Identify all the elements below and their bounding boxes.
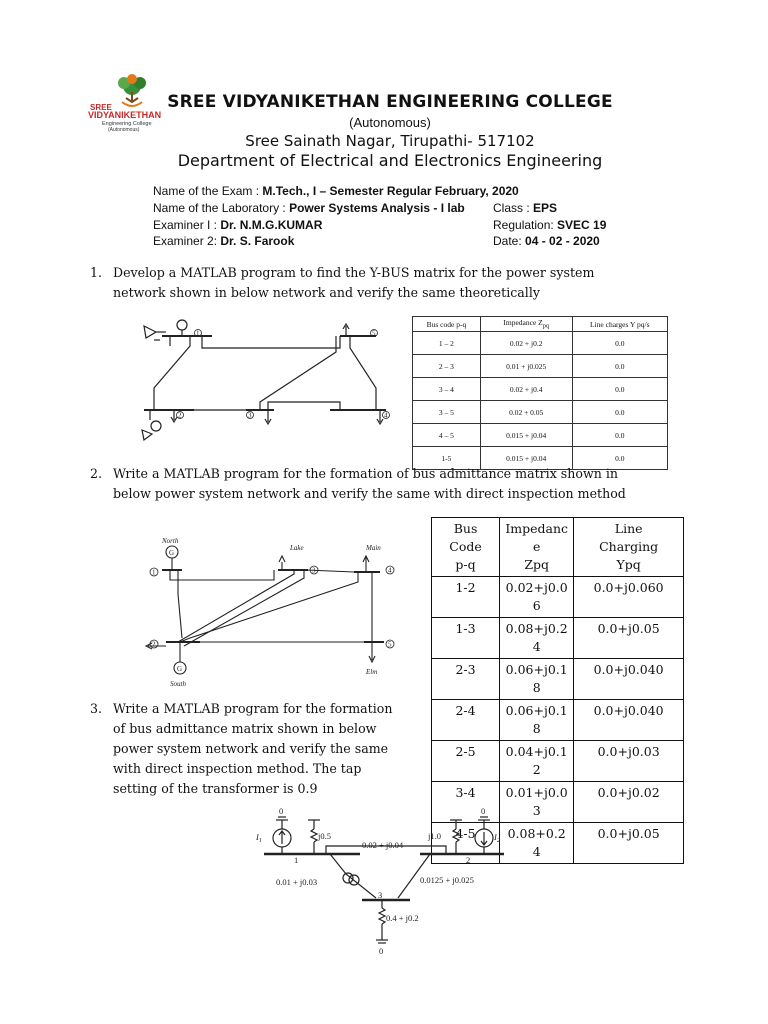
- network-diagram-3: [250, 808, 520, 962]
- question-3-line-1: Write a MATLAB program for the formation: [113, 701, 393, 716]
- diagram3-shunt-right-impedance: j1.0: [428, 831, 441, 841]
- table2-header-row: [432, 518, 684, 577]
- diagram2-south-label: South: [170, 680, 186, 688]
- table-row: 2 – 3 0.01 + j0.025 0.0: [413, 355, 668, 378]
- table-row: 1-5 0.015 + j0.04 0.0: [413, 447, 668, 470]
- diagram3-ground-left-label: 0: [279, 808, 284, 816]
- diagram1-bus-3-label: 3: [248, 411, 252, 420]
- table-row: 1 – 2 0.02 + j0.2 0.0: [413, 332, 668, 355]
- table1-header-line-charges: Line charges Y pq/s: [572, 317, 667, 332]
- logo-text-sree: SREE: [90, 103, 112, 112]
- table2-header-impedance: Impedanc e Zpq: [500, 518, 574, 577]
- question-2-line-2: below power system network and verify the same with direct inspection method: [113, 486, 626, 501]
- diagram2-north-gen-symbol: G: [169, 549, 175, 557]
- table-row: 3 – 5 0.02 + 0.05 0.0: [413, 401, 668, 424]
- table-row: 1-3 0.08+j0.2 4 0.0+j0.05: [432, 618, 684, 659]
- class-info: Class : EPS: [493, 201, 558, 215]
- table-row: 2-4 0.06+j0.1 8 0.0+j0.040: [432, 700, 684, 741]
- logo-text-engineering: Engineering College: [102, 121, 152, 127]
- question-1-number: 1.: [90, 265, 103, 280]
- college-address: Sree Sainath Nagar, Tirupathi- 517102: [245, 132, 535, 150]
- network-diagram-2: [140, 534, 410, 693]
- exam-name: Name of the Exam : M.Tech., I – Semester Regular February, 2020: [153, 184, 519, 198]
- diagram3-line-1-2-impedance: 0.02 + j0.04: [362, 840, 404, 850]
- diagram1-bus-4-label: 4: [384, 411, 388, 420]
- question-1-line-2: network shown in below network and verify the same theoretically: [113, 285, 540, 300]
- exam-date: Date: 04 - 02 - 2020: [493, 234, 600, 248]
- diagram2-bus-1-label: 1: [152, 568, 156, 577]
- question-3-line-4: with direct inspection method. The tap: [113, 761, 362, 776]
- examiner-2: Examiner 2: Dr. S. Farook: [153, 234, 295, 248]
- diagram2-north-label: North: [162, 537, 179, 545]
- diagram3-ground-bottom-label: 0: [379, 946, 384, 956]
- question-1-line-1: Develop a MATLAB program to find the Y-BUS matrix for the power system: [113, 265, 595, 280]
- diagram2-elm-label: Elm: [366, 668, 378, 676]
- lab-name: Name of the Laboratory : Power Systems Analysis - I lab: [153, 201, 465, 215]
- department-name: Department of Electrical and Electronics Engineering: [177, 151, 603, 170]
- diagram3-bus-1-label: 1: [294, 855, 299, 865]
- table-row: 1-2 0.02+j0.0 6 0.0+j0.060: [432, 577, 684, 618]
- diagram3-current-i1: $I_1$: [256, 832, 262, 844]
- table2-header-line-charging: Line Charging Ypq: [574, 518, 684, 577]
- table-row: 2-5 0.04+j0.1 2 0.0+j0.03: [432, 741, 684, 782]
- logo-text-autonomous: (Autonomous): [108, 127, 140, 133]
- college-name: SREE VIDYANIKETHAN ENGINEERING COLLEGE: [167, 92, 613, 112]
- diagram3-line-2-3-impedance: 0.0125 + j0.025: [420, 875, 474, 885]
- diagram1-bus-2-label: 2: [178, 411, 182, 420]
- diagram2-main-label: Main: [366, 544, 381, 552]
- question-2-line-1: Write a MATLAB program for the formation of bus admittance matrix shown in: [113, 466, 618, 481]
- diagram3-line-1-3-impedance: 0.01 + j0.03: [276, 877, 318, 887]
- diagram2-south-gen-symbol: G: [177, 665, 183, 673]
- diagram3-bus-2-label: 2: [466, 855, 471, 865]
- question-3-number: 3.: [90, 701, 103, 716]
- network-diagram-1: [140, 318, 400, 446]
- question-3-line-5: setting of the transformer is 0.9: [113, 781, 318, 796]
- diagram2-bus-5-label: 5: [388, 640, 392, 649]
- table-row: 3 – 4 0.02 + j0.4 0.0: [413, 378, 668, 401]
- diagram3-load-impedance: 0.4 + j0.2: [386, 913, 419, 923]
- diagram3-current-i2: $I_2$: [494, 832, 500, 844]
- table-row: 4 – 5 0.015 + j0.04 0.0: [413, 424, 668, 447]
- diagram2-bus-2-label: 2: [152, 640, 156, 649]
- diagram2-lake-label: Lake: [290, 544, 304, 552]
- table-row: 3-4 0.01+j0.0 3 0.0+j0.02: [432, 782, 684, 823]
- table-row: 4-5 0.08+0.2 4 0.0+j0.05: [432, 823, 684, 864]
- question-3-line-3: power system network and verify the same: [113, 741, 389, 756]
- question-2-number: 2.: [90, 466, 103, 481]
- diagram2-bus-3-label: 3: [312, 566, 316, 575]
- diagram3-shunt-left-impedance: j0.5: [318, 831, 331, 841]
- diagram2-bus-4-label: 4: [388, 566, 392, 575]
- table1-header-bus-code: Bus code p-q: [413, 317, 481, 332]
- table2-header-bus-code: Bus Code p-q: [432, 518, 500, 577]
- question-3-line-2: of bus admittance matrix shown in below: [113, 721, 377, 736]
- autonomous-label: (Autonomous): [349, 115, 431, 130]
- logo-text-vidyanikethan: VIDYANIKETHAN: [88, 110, 162, 120]
- diagram1-bus-5-label: 5: [372, 329, 376, 338]
- line-data-table-1: [412, 316, 668, 470]
- table-row: 2-3 0.06+j0.1 8 0.0+j0.040: [432, 659, 684, 700]
- diagram1-bus-1-label: 1: [196, 329, 200, 338]
- diagram3-ground-right-label: 0: [481, 808, 486, 816]
- examiner-1: Examiner I : Dr. N.M.G.KUMAR: [153, 218, 323, 232]
- regulation-info: Regulation: SVEC 19: [493, 218, 607, 232]
- diagram3-bus-3-label: 3: [378, 890, 383, 900]
- table1-header-impedance: Impedance $Z_{pq}$: [480, 317, 572, 332]
- table1-header-row: [413, 317, 668, 332]
